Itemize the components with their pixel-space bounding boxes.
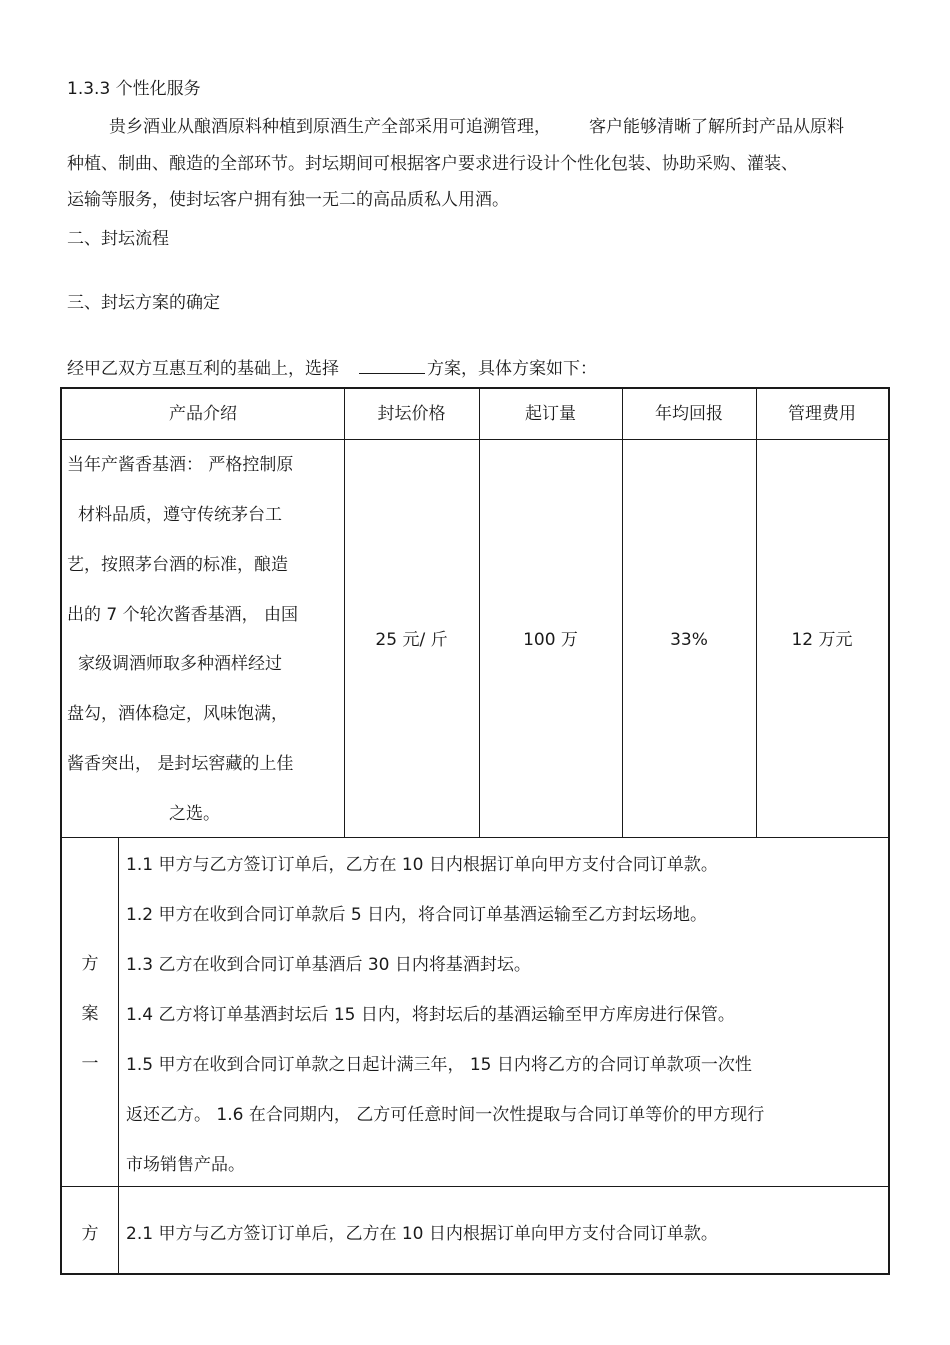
price-value: 25 元/ 斤 — [375, 630, 448, 650]
table-col-rule-1 — [344, 389, 345, 837]
plan-table — [60, 387, 890, 1275]
product-line: 材料品质，遵守传统茅台工 — [78, 505, 282, 525]
table-rule-header — [62, 439, 888, 440]
paragraph-line-2: 种植、制曲、酿造的全部环节。封坛期间可根据客户要求进行设计个性化包装、协助采购、灌装、 — [67, 154, 798, 174]
product-line: 艺，按照茅台酒的标准，酿造 — [67, 555, 288, 575]
plan1-label-char: 案 — [81, 1004, 99, 1024]
product-line: 酱香突出， 是封坛窖藏的上佳 — [67, 754, 294, 774]
table-rule-product — [62, 837, 888, 838]
plan1-clause: 1.3 乙方在收到合同订单基酒后 30 日内将基酒封坛。 — [126, 955, 531, 975]
plan1-clause: 市场销售产品。 — [126, 1155, 245, 1175]
header-price: 封坛价格 — [377, 404, 446, 424]
plan1-clause: 1.2 甲方在收到合同订单款后 5 日内，将合同订单基酒运输至乙方封坛场地。 — [126, 905, 708, 925]
plan1-label-char: 一 — [81, 1054, 99, 1074]
plan2-clause: 2.1 甲方与乙方签订订单后，乙方在 10 日内根据订单向甲方支付合同订单款。 — [126, 1224, 718, 1244]
table-col-rule-4 — [756, 389, 757, 837]
paragraph-line-1-part-a: 贵乡酒业从酿酒原料种植到原酒生产全部采用可追溯管理， — [109, 117, 551, 137]
plan1-label-char: 方 — [81, 954, 99, 974]
table-col-rule-2 — [479, 389, 480, 837]
section-heading-3: 三、封坛方案的确定 — [67, 293, 220, 313]
header-management-fee: 管理费用 — [788, 404, 856, 424]
paragraph-line-1-part-b: 客户能够清晰了解所封产品从原料 — [589, 117, 844, 137]
plan2-label-char: 方 — [81, 1224, 99, 1244]
paragraph-line-3: 运输等服务，使封坛客户拥有独一无二的高品质私人用酒。 — [67, 190, 509, 210]
paragraph-line-1 — [109, 116, 844, 138]
header-product-intro: 产品介绍 — [169, 404, 237, 424]
product-line: 盘勾，酒体稳定，风味饱满， — [67, 704, 288, 724]
plan-selection-line — [67, 357, 597, 380]
section-heading-2: 二、封坛流程 — [67, 229, 169, 249]
product-line: 家级调酒师取多种酒样经过 — [78, 654, 282, 674]
management-fee-value: 12 万元 — [791, 630, 853, 650]
product-line: 当年产酱香基酒： 严格控制原 — [67, 455, 294, 475]
plan1-clause: 1.4 乙方将订单基酒封坛后 15 日内，将封坛后的基酒运输至甲方库房进行保管。 — [126, 1005, 735, 1025]
product-line: 出的 7 个轮次酱香基酒， 由国 — [67, 605, 299, 625]
header-min-order: 起订量 — [525, 404, 576, 424]
plan-selection-prefix: 经甲乙双方互惠互利的基础上，选择 — [67, 359, 339, 379]
plan1-clause: 1.1 甲方与乙方签订订单后，乙方在 10 日内根据订单向甲方支付合同订单款。 — [126, 855, 718, 875]
table-rule-plan1 — [62, 1186, 888, 1187]
product-line: 之选。 — [169, 804, 220, 824]
table-plan-label-rule — [118, 837, 119, 1273]
plan-choice-blank — [359, 357, 425, 374]
annual-return-value: 33% — [670, 630, 708, 650]
min-order-value: 100 万 — [523, 630, 578, 650]
plan-selection-suffix: 方案，具体方案如下： — [427, 359, 597, 379]
plan1-clause: 1.5 甲方在收到合同订单款之日起计满三年， 15 日内将乙方的合同订单款项一次性 — [126, 1055, 752, 1075]
section-heading-1-3-3: 1.3.3 个性化服务 — [67, 79, 201, 99]
table-col-rule-3 — [622, 389, 623, 837]
header-annual-return: 年均回报 — [655, 404, 723, 424]
plan1-clause: 返还乙方。 1.6 在合同期内， 乙方可任意时间一次性提取与合同订单等价的甲方现行 — [126, 1105, 765, 1125]
